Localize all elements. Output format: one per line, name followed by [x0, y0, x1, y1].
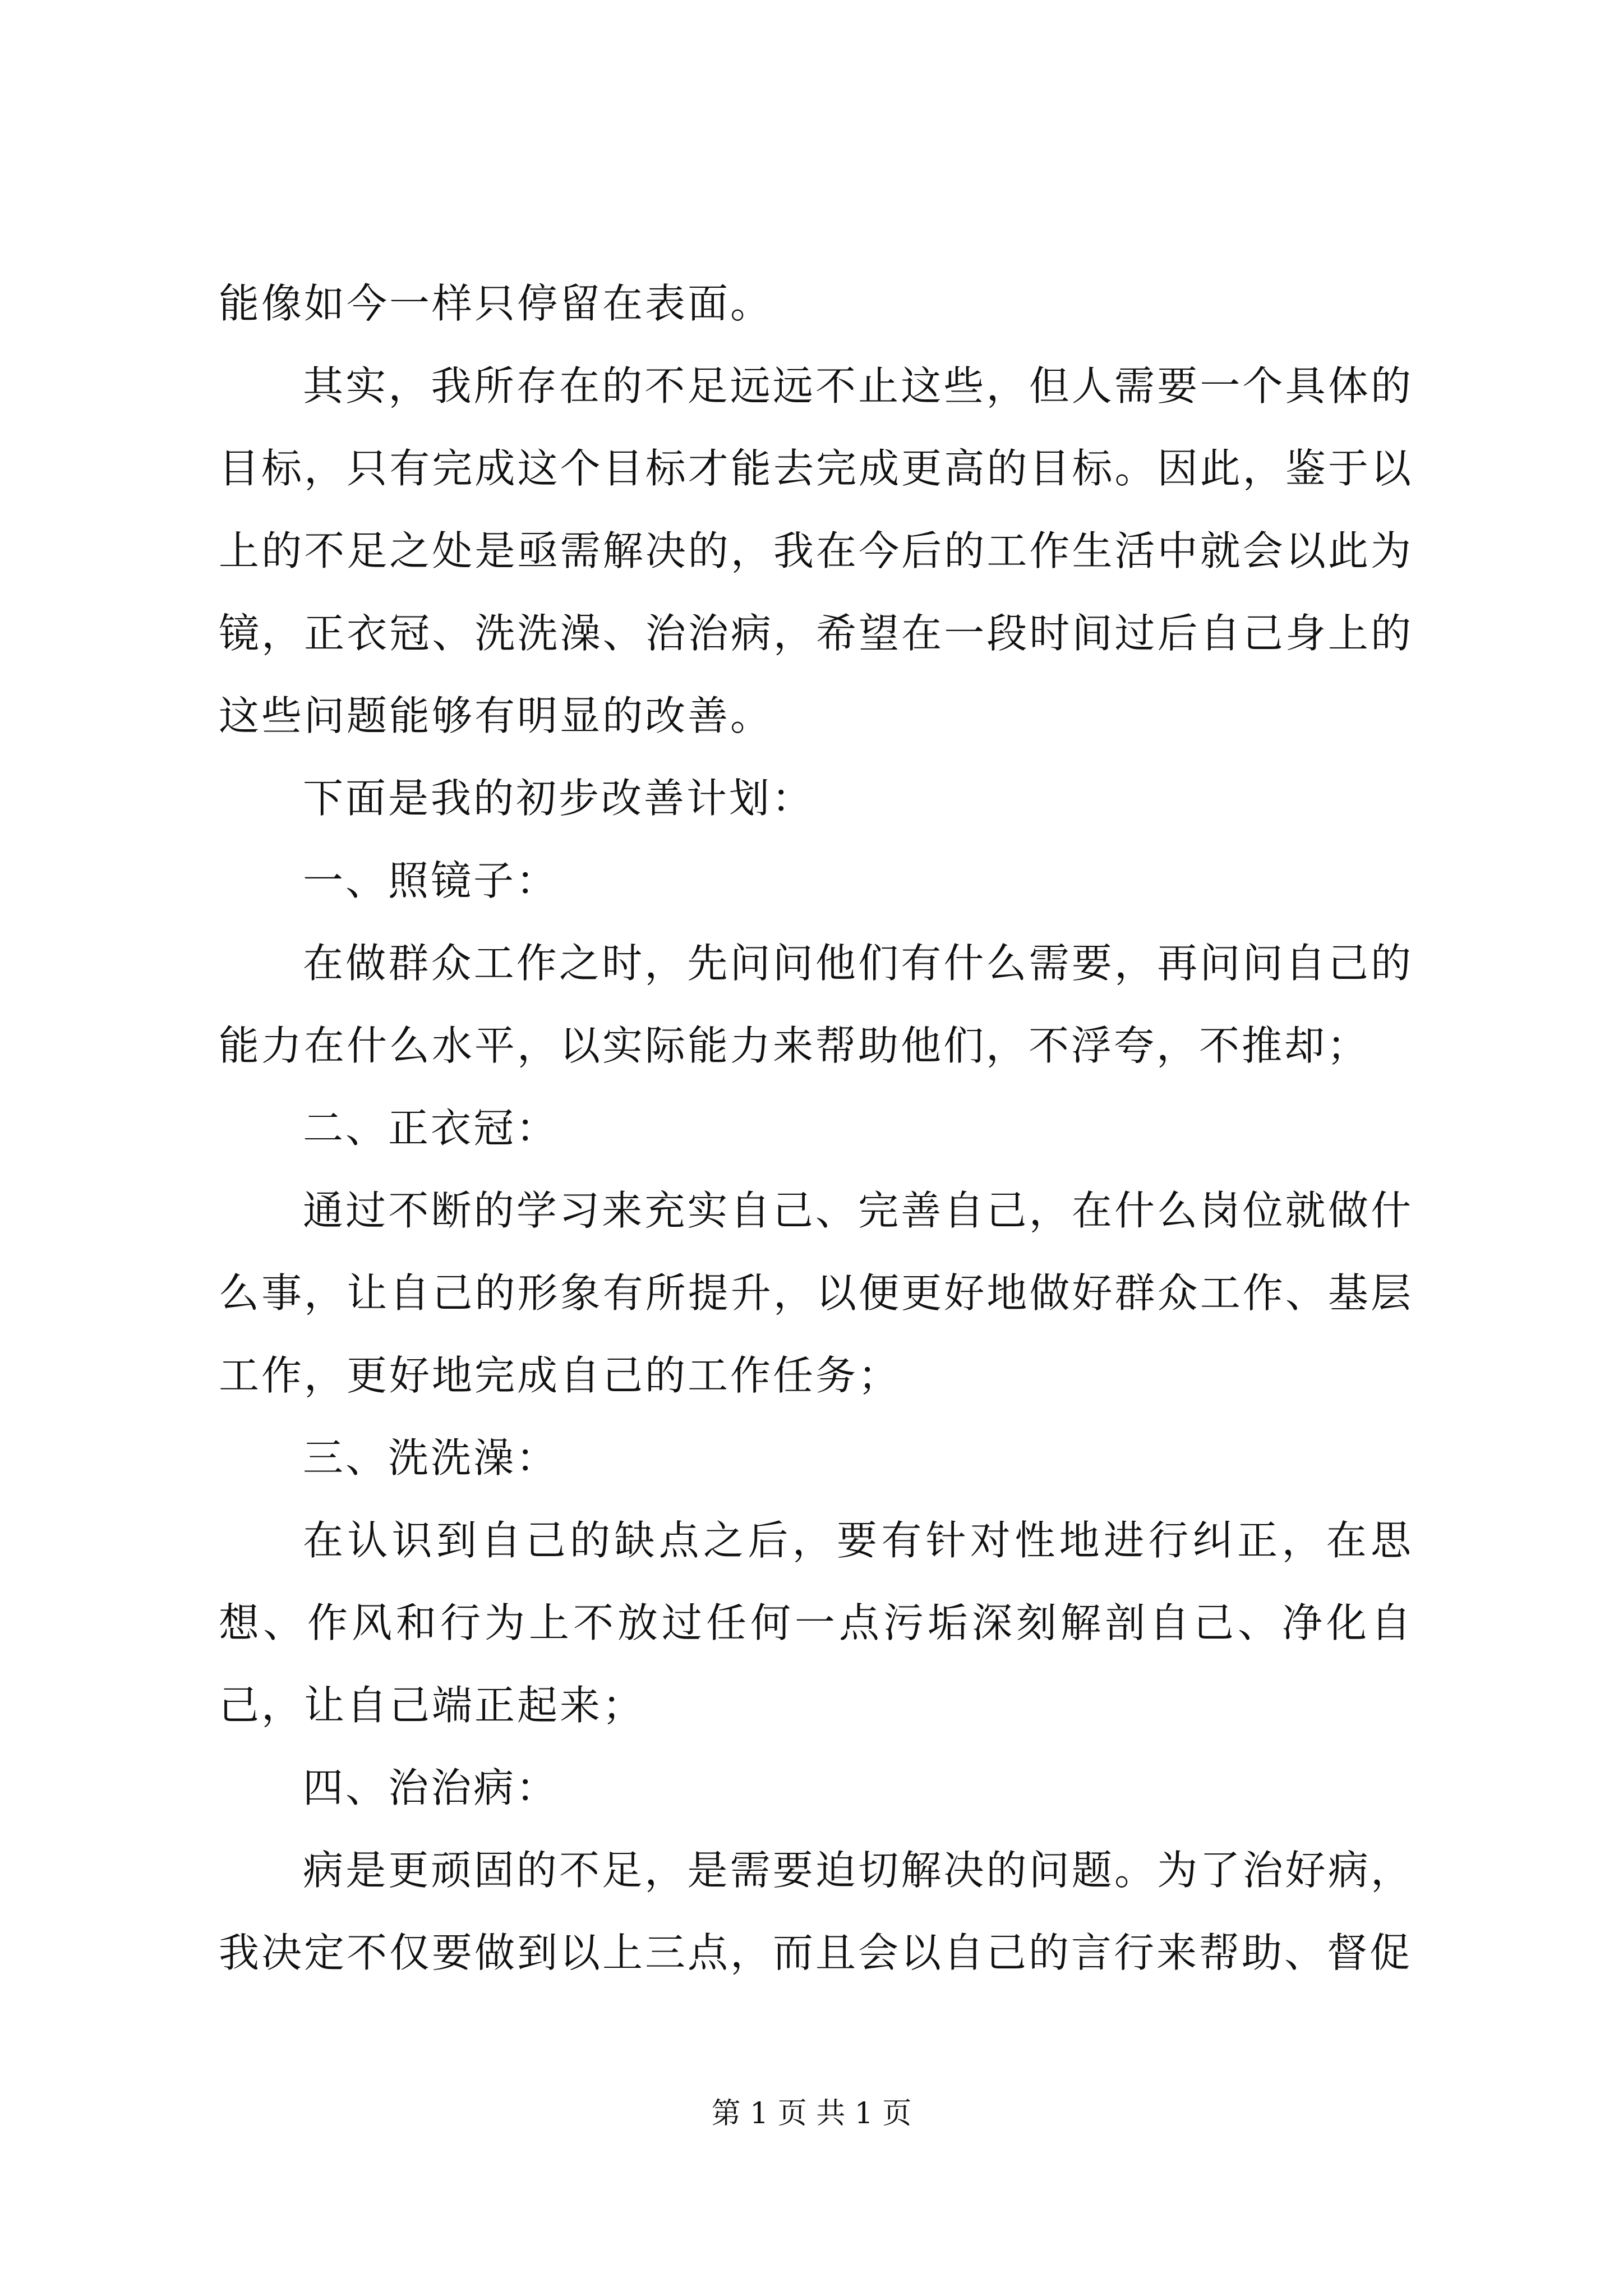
paragraph-mirror: 在做群众工作之时，先问问他们有什么需要，再问问自己的能力在什么水平，以实际能力来帮助他们，不浮夸，不推却； — [219, 940, 1413, 1069]
paragraph-cure: 病是更顽固的不足，是需要迫切解决的问题。为了治好病，我决定不仅要做到以上三点，而且会以自己的言行来帮助、督促 — [219, 1847, 1413, 1976]
paragraph-bathe: 在认识到自己的缺点之后，要有针对性地进行纠正，在思想、作风和行为上不放过任何一点污垢深刻解剖自己、净化自己，让自己端正起来； — [219, 1517, 1413, 1729]
paragraph-shortcomings: 其实，我所存在的不足远远不止这些，但人需要一个具体的目标，只有完成这个目标才能去完成更高的目标。因此，鉴于以上的不足之处是亟需解决的，我在今后的工作生活中就会以此为镜，正衣冠、洗洗澡、治治病，希望在一段时间过后自己身上的这些问题能够有明显的改善。 — [219, 362, 1413, 739]
document-body — [219, 263, 1413, 1994]
heading-attire: 二、正衣冠： — [303, 1105, 559, 1152]
paragraph-continuation: 能像如今一样只停留在表面。 — [219, 280, 773, 327]
paragraph-plan-intro: 下面是我的初步改善计划： — [303, 775, 815, 822]
heading-bathe: 三、洗洗澡： — [303, 1434, 559, 1481]
page-footer: 第 1 页 共 1 页 — [711, 2097, 912, 2131]
paragraph-attire: 通过不断的学习来充实自己、完善自己，在什么岗位就做什么事，让自己的形象有所提升，以便更好地做好群众工作、基层工作，更好地完成自己的工作任务； — [219, 1187, 1413, 1399]
heading-mirror: 一、照镜子： — [303, 857, 559, 904]
heading-cure: 四、治治病： — [303, 1764, 559, 1811]
